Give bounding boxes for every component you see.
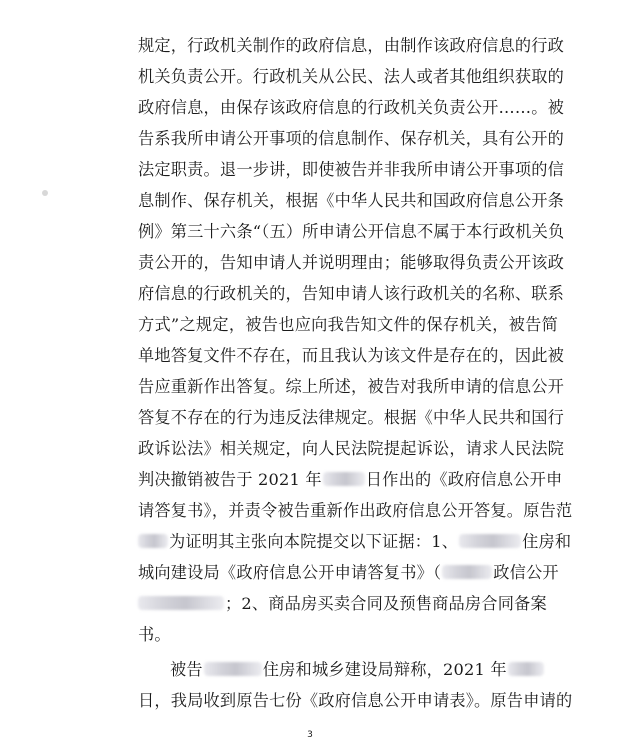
text-segment: 住房和城乡建设局辩称，2021 年 — [262, 660, 507, 679]
redacted-place — [204, 662, 262, 676]
text-segment: 日作出的《政府信息公开申 — [365, 470, 563, 489]
text-line-17 — [138, 532, 572, 552]
text-line-22: 日，我局收到原告七份《政府信息公开申请表》。原告申请的 — [138, 691, 573, 710]
text-line-4: 告系我所申请公开事项的信息制作、保存机关，具有公开的 — [138, 129, 565, 148]
redacted-place — [459, 534, 521, 548]
text-line-2: 机关负责公开。行政机关从公民、法人或者其他组织获取的 — [138, 67, 565, 86]
text-line-12: 告应重新作出答复。综上所述，被告对我所申请的信息公开 — [138, 377, 565, 396]
text-line-16: 请答复书》，并责令被告重新作出政府信息公开答复。原告范 — [138, 501, 573, 520]
text-line-7: 例》第三十六条“（五）所申请公开信息不属于本行政机关负 — [138, 222, 565, 241]
text-line-19 — [138, 594, 558, 614]
scan-speck — [42, 190, 48, 196]
redacted-name — [138, 534, 168, 548]
text-segment: ；2、商品房买卖合同及预售商品房合同备案 — [225, 594, 547, 613]
redacted-number — [138, 596, 224, 610]
text-line-9: 府信息的行政机关的，告知申请人该行政机关的名称、联系 — [138, 284, 565, 303]
text-line-21 — [170, 660, 558, 680]
text-line-6: 息制作、保存机关，根据《中华人民共和国政府信息公开条 — [138, 191, 565, 210]
text-segment: 被告 — [170, 660, 203, 679]
redacted-code — [442, 565, 492, 579]
text-line-10: 方式”之规定，被告也应向我告知文件的保存机关，被告简 — [138, 315, 558, 334]
text-line-11: 单地答复文件不存在，而且我认为该文件是存在的，因此被 — [138, 346, 565, 365]
text-line-20: 书。 — [138, 625, 171, 644]
page-number: 3 — [307, 730, 313, 740]
text-segment: 城向建设局《政府信息公开申请答复书》（ — [138, 563, 442, 582]
redacted-date — [508, 662, 544, 676]
text-segment: 为证明其主张向本院提交以下证据：1、 — [169, 532, 459, 551]
text-line-18 — [138, 563, 558, 583]
text-line-1: 规定，行政机关制作的政府信息，由制作该政府信息的行政 — [138, 36, 565, 55]
text-line-8: 责公开的，告知申请人并说明理由；能够取得负责公开该政 — [138, 253, 565, 272]
text-line-15 — [138, 470, 563, 490]
text-line-5: 法定职责。退一步讲，即使被告并非我所申请公开事项的信 — [138, 160, 565, 179]
text-segment: 政信公开 — [493, 563, 559, 582]
text-segment: 判决撤销被告于 2021 年 — [138, 470, 322, 489]
text-line-3: 政府信息，由保存该政府信息的行政机关负责公开……。被 — [138, 98, 565, 117]
text-line-14: 政诉讼法》相关规定，向人民法院提起诉讼，请求人民法院 — [138, 439, 565, 458]
redacted-date — [323, 472, 365, 486]
text-segment: 住房和 — [522, 532, 572, 551]
text-line-13: 答复不存在的行为违反法律规定。根据《中华人民共和国行 — [138, 408, 565, 427]
